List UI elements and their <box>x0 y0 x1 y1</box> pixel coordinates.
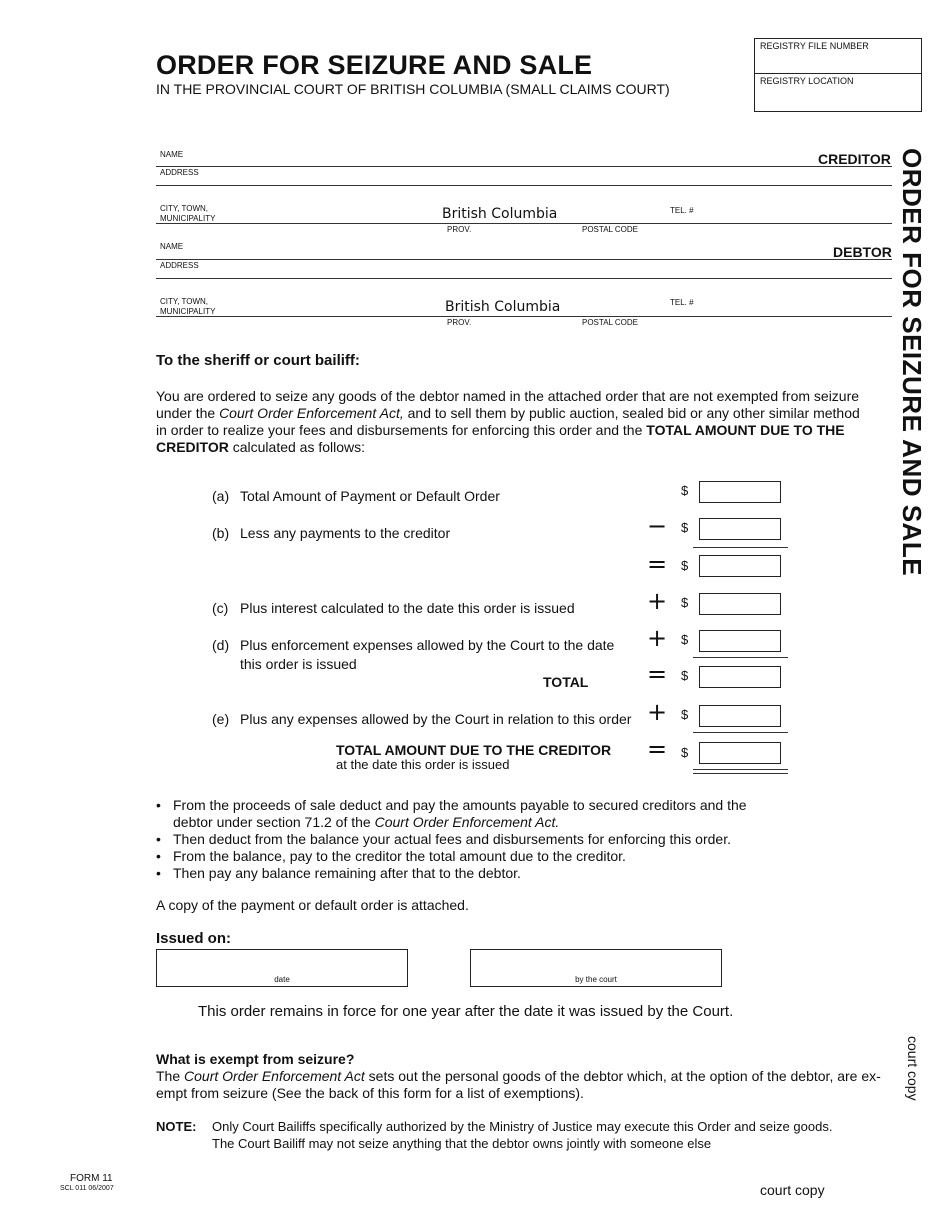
note-label: NOTE: <box>156 1119 197 1134</box>
calc-a-text: Total Amount of Payment or Default Order <box>240 488 500 504</box>
instructions-paragraph <box>156 388 866 456</box>
calc-b-text: Less any payments to the creditor <box>240 525 451 541</box>
total-due-label: TOTAL AMOUNT DUE TO THE CREDITOR <box>336 742 612 758</box>
calc-a-letter: (a) <box>212 488 230 504</box>
list-item: • From the balance, pay to the creditor the total amount due to the creditor. <box>156 848 796 865</box>
creditor-name-label: NAME <box>160 150 184 159</box>
issued-court-signature-field[interactable] <box>470 949 722 987</box>
equals-icon: = <box>647 550 668 578</box>
issued-heading: Issued on: <box>156 930 232 947</box>
debtor-city-label-1: CITY, TOWN, <box>160 297 209 306</box>
debtor-city-label-2: MUNICIPALITY <box>160 307 216 316</box>
equals-icon: = <box>647 735 668 763</box>
registry-location-field[interactable] <box>755 74 921 109</box>
bullet-1-line-1: From the proceeds of sale deduct and pay the amounts payable to secured creditors and the <box>173 797 747 813</box>
list-item: • Then deduct from the balance your actual fees and disbursements for enforcing this order. <box>156 831 796 848</box>
calc-e-amount-input[interactable] <box>699 705 781 727</box>
exempt-pre: The <box>156 1068 185 1084</box>
instructions-bold: TOTAL AMOUNT DUE TO THE CREDITOR <box>156 422 845 455</box>
creditor-tel-label: TEL. # <box>670 206 694 215</box>
calc-a-amount-input[interactable] <box>699 481 781 503</box>
calc-d-text-1: Plus enforcement expenses allowed by the Court to the date <box>240 637 615 653</box>
note-line-2: The Court Bailiff may not seize anything that the debtor owns jointly with someone else <box>212 1136 712 1151</box>
debtor-postal-label: POSTAL CODE <box>582 318 639 327</box>
calc-d-amount-input[interactable] <box>699 630 781 652</box>
instructions-act: Court Order Enforcement Act, <box>219 405 404 421</box>
debtor-name-label: NAME <box>160 242 184 251</box>
debtor-city-field[interactable] <box>156 316 892 317</box>
force-statement: This order remains in force for one year after the date it was issued by the Court. <box>198 1003 734 1020</box>
note-line-1: Only Court Bailiffs specifically authorized by the Ministry of Justice may execute this Order and seize goods. <box>212 1119 833 1134</box>
creditor-province-value[interactable]: British Columbia <box>442 206 558 222</box>
bullet-1-line-2: debtor under section 71.2 of the <box>173 814 375 830</box>
instructions-text-1: You are ordered to seize any goods of the debtor named in the attached order that are not exempted from seizure under the <box>156 388 860 421</box>
issued-date-label: date <box>274 975 290 984</box>
total-underline <box>693 657 788 658</box>
creditor-name-field[interactable] <box>156 166 892 167</box>
creditor-city-field[interactable] <box>156 223 892 224</box>
total-label: TOTAL <box>543 674 589 690</box>
due-double-underline-1 <box>693 769 788 770</box>
creditor-address-field[interactable] <box>156 185 892 186</box>
calc-c-text: Plus interest calculated to the date this order is issued <box>240 600 575 616</box>
plus-icon: + <box>647 698 668 726</box>
distribution-list <box>156 797 796 882</box>
calc-sub-currency: $ <box>681 558 689 573</box>
creditor-role-label: CREDITOR <box>818 151 891 167</box>
exempt-act: Court Order Enforcement Act <box>184 1068 365 1084</box>
debtor-prov-label: PROV. <box>447 318 472 327</box>
issued-date-field[interactable] <box>156 949 408 987</box>
calc-d-currency: $ <box>681 632 689 647</box>
calc-c-currency: $ <box>681 595 689 610</box>
calc-e-text: Plus any expenses allowed by the Court in relation to this order <box>240 711 632 727</box>
footer-copy-label: court copy <box>760 1182 825 1198</box>
creditor-address-label: ADDRESS <box>160 168 199 177</box>
registry-location-label: REGISTRY LOCATION <box>760 76 854 86</box>
calc-d-letter: (d) <box>212 637 230 653</box>
calc-due-currency: $ <box>681 745 689 760</box>
plus-icon: + <box>647 624 668 652</box>
bullet-1-act: Court Order Enforcement Act. <box>374 814 560 830</box>
due-double-underline-2 <box>693 773 788 774</box>
calc-c-letter: (c) <box>212 600 229 616</box>
total-due-sublabel: at the date this order is issued <box>336 757 510 772</box>
debtor-name-field[interactable] <box>156 259 892 260</box>
sheriff-heading: To the sheriff or court bailiff: <box>156 352 360 369</box>
debtor-address-field[interactable] <box>156 278 892 279</box>
calc-b-currency: $ <box>681 520 689 535</box>
calc-c-amount-input[interactable] <box>699 593 781 615</box>
calc-total-input[interactable] <box>699 666 781 688</box>
court-subtitle: IN THE PROVINCIAL COURT OF BRITISH COLUMBIA (SMALL CLAIMS COURT) <box>156 81 670 97</box>
list-item <box>156 797 796 831</box>
calc-b-letter: (b) <box>212 525 230 541</box>
side-copy-label: court copy <box>905 1036 921 1101</box>
minus-icon: − <box>647 512 668 540</box>
side-title: ORDER FOR SEIZURE AND SALE <box>897 148 927 577</box>
calc-e-letter: (e) <box>212 711 230 727</box>
form-code: SCL 011 06/2007 <box>60 1185 114 1192</box>
registry-file-number-label: REGISTRY FILE NUMBER <box>760 41 869 51</box>
registry-box <box>754 38 922 112</box>
form-number: FORM 11 <box>70 1173 113 1184</box>
instructions-text-3: calculated as follows: <box>228 439 366 455</box>
debtor-province-value[interactable]: British Columbia <box>445 299 561 315</box>
registry-file-number-field[interactable] <box>755 39 921 74</box>
calc-b-amount-input[interactable] <box>699 518 781 540</box>
debtor-tel-label: TEL. # <box>670 298 694 307</box>
debtor-role-label: DEBTOR <box>833 244 892 260</box>
subtotal-underline <box>693 547 788 548</box>
due-underline <box>693 732 788 733</box>
instructions-text-2: and to sell them by public auction, sealed bid or any other similar method in order to realize your fees and disbursements for enforcing this order and the <box>156 405 860 438</box>
exempt-post: sets out the personal goods of the debtor which, at the option of the debtor, are ex- <box>364 1068 881 1084</box>
plus-icon: + <box>647 587 668 615</box>
exempt-line-2: empt from seizure (See the back of this form for a list of exemptions). <box>156 1085 584 1101</box>
debtor-address-label: ADDRESS <box>160 261 199 270</box>
exempt-paragraph <box>156 1068 886 1102</box>
calc-subtotal-input[interactable] <box>699 555 781 577</box>
creditor-city-label-1: CITY, TOWN, <box>160 204 209 213</box>
calc-due-input[interactable] <box>699 742 781 764</box>
issued-court-label: by the court <box>575 975 617 984</box>
calc-a-currency: $ <box>681 483 689 498</box>
calc-e-currency: $ <box>681 707 689 722</box>
list-item: • Then pay any balance remaining after that to the debtor. <box>156 865 796 882</box>
creditor-postal-label: POSTAL CODE <box>582 225 639 234</box>
form-title: ORDER FOR SEIZURE AND SALE <box>156 50 593 80</box>
calc-total-currency: $ <box>681 668 689 683</box>
calc-d-text-2: this order is issued <box>240 656 357 672</box>
attached-note: A copy of the payment or default order is attached. <box>156 897 469 913</box>
creditor-prov-label: PROV. <box>447 225 472 234</box>
creditor-city-label-2: MUNICIPALITY <box>160 214 216 223</box>
exempt-heading: What is exempt from seizure? <box>156 1051 355 1067</box>
equals-icon: = <box>647 660 668 688</box>
